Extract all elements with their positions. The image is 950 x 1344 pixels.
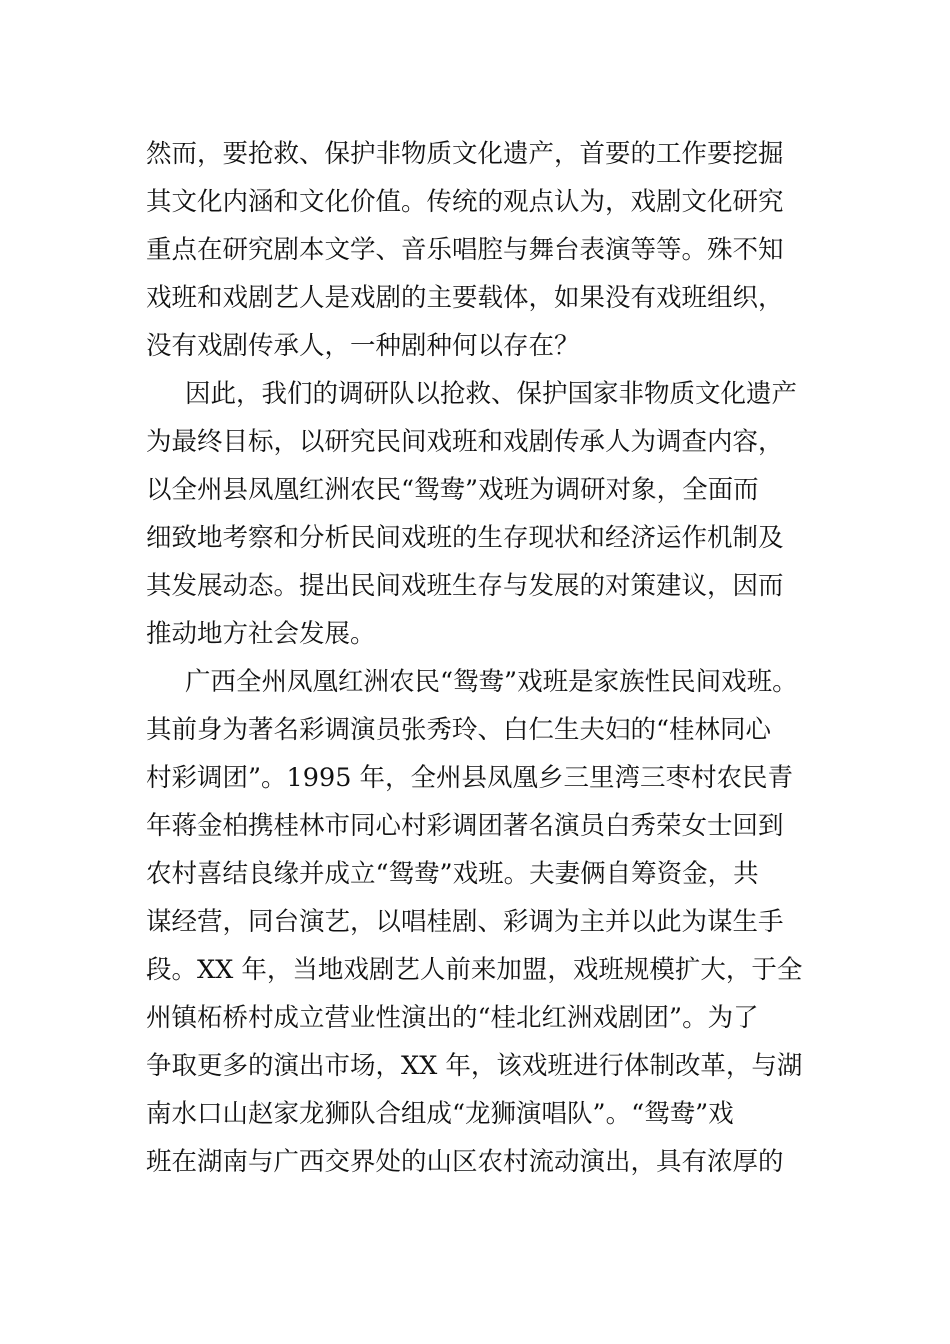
text-line: 州镇柘桥村成立营业性演出的“桂北红洲戏剧团”。为了 xyxy=(146,1003,759,1033)
text-line: 其文化内涵和文化价值。传统的观点认为，戏剧文化研究 xyxy=(146,187,784,217)
text-line: 然而，要抢救、保护非物质文化遗产，首要的工作要挖掘 xyxy=(146,139,784,169)
text-line: 戏班和戏剧艺人是戏剧的主要载体，如果没有戏班组织， xyxy=(146,283,784,313)
text-line: 谋经营，同台演艺，以唱桂剧、彩调为主并以此为谋生手 xyxy=(146,907,784,937)
text-line: 没有戏剧传承人，一种剧种何以存在？ xyxy=(146,331,580,361)
text-line: 为最终目标，以研究民间戏班和戏剧传承人为调查内容， xyxy=(146,427,784,457)
text-line: 细致地考察和分析民间戏班的生存现状和经济运作机制及 xyxy=(146,523,784,553)
text-line: 以全州县凤凰红洲农民“鸳鸯”戏班为调研对象，全面而 xyxy=(146,475,759,505)
text-line: 段。XX 年，当地戏剧艺人前来加盟，戏班规模扩大，于全 xyxy=(146,955,803,985)
text-line: 农村喜结良缘并成立“鸳鸯”戏班。夫妻俩自筹资金，共 xyxy=(146,859,759,889)
text-line: 班在湖南与广西交界处的山区农村流动演出，具有浓厚的 xyxy=(146,1147,784,1177)
text-line: 推动地方社会发展。 xyxy=(146,619,376,649)
text-line: 其发展动态。提出民间戏班生存与发展的对策建议，因而 xyxy=(146,571,784,601)
body-text xyxy=(146,130,808,1186)
text-line: 重点在研究剧本文学、音乐唱腔与舞台表演等等。殊不知 xyxy=(146,235,784,265)
text-line: 村彩调团”。1995 年，全州县凤凰乡三里湾三枣村农民青 xyxy=(146,763,794,793)
paragraph-start-line: 因此，我们的调研队以抢救、保护国家非物质文化遗产 xyxy=(185,379,798,409)
text-line: 其前身为著名彩调演员张秀玲、白仁生夫妇的“桂林同心 xyxy=(146,715,772,745)
text-line: 争取更多的演出市场，XX 年，该戏班进行体制改革，与湖 xyxy=(146,1051,803,1081)
text-line: 年蒋金柏携桂林市同心村彩调团著名演员白秀荣女士回到 xyxy=(146,811,784,841)
paragraph-start-line: 广西全州凤凰红洲农民“鸳鸯”戏班是家族性民间戏班。 xyxy=(185,667,798,697)
text-line: 南水口山赵家龙狮队合组成“龙狮演唱队”。“鸳鸯”戏 xyxy=(146,1099,734,1129)
